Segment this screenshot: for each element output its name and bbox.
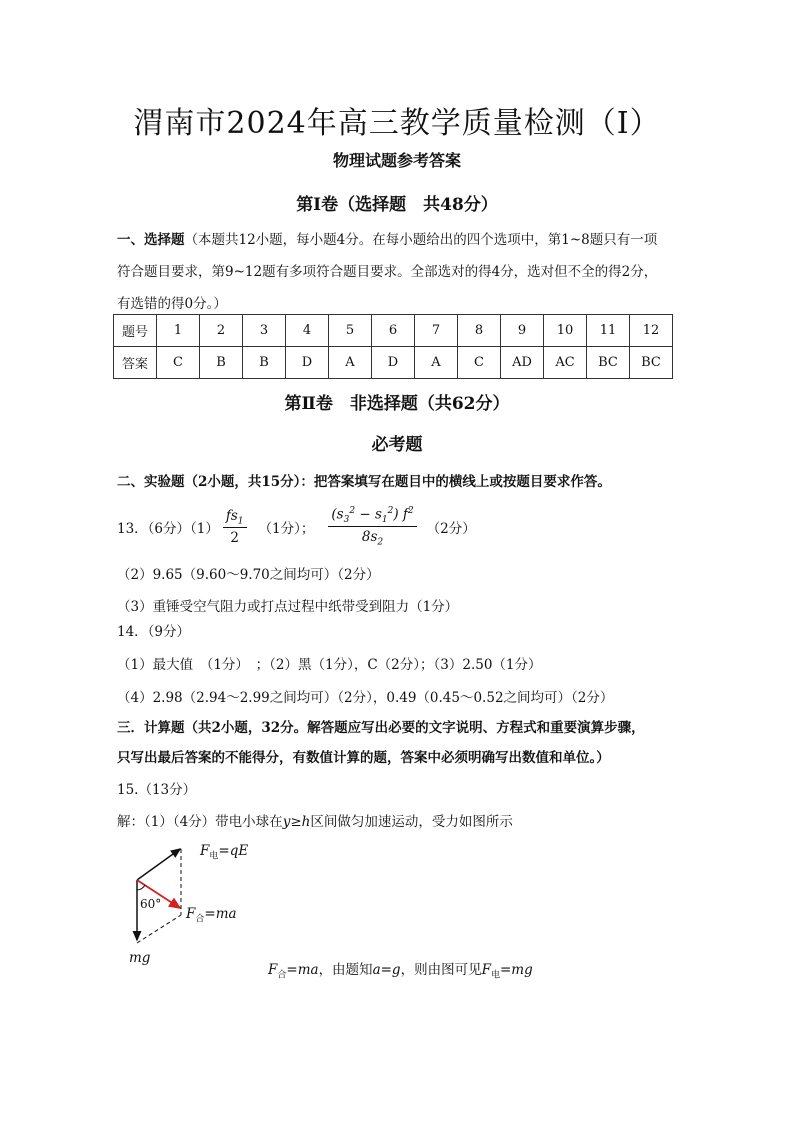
- q13-line2: （2）9.65（9.60～9.70之间均可）（2分）: [117, 567, 380, 583]
- table-row-numbers: [114, 315, 673, 347]
- q15-solution-variable: y≥h: [282, 814, 311, 830]
- q13-line1: [117, 506, 476, 548]
- table-cell: BC: [587, 347, 630, 379]
- required-heading: 必考题: [371, 435, 423, 455]
- section1-line2: 符合题目要求，第9~12题有多项符合题目要求。全部选对的得4分，选对但不全的得2分，: [117, 264, 658, 280]
- table-cell: D: [286, 347, 329, 379]
- label-gravity: mg: [129, 950, 151, 966]
- fraction-denominator: 2: [230, 530, 239, 547]
- table-cell: A: [329, 347, 372, 379]
- table-cell: C: [458, 347, 501, 379]
- table-cell: 7: [415, 315, 458, 347]
- table-cell: 3: [243, 315, 286, 347]
- q14-head: 14．（9分）: [117, 624, 191, 640]
- page-subtitle: 物理试题参考答案: [332, 151, 461, 170]
- fraction-numerator: $fs_1$: [223, 508, 247, 529]
- section1-text1: （本题共12小题，每小题4分。在每小题给出的四个选项中，第1~8题只有一项: [184, 232, 658, 248]
- table-header-cell: 答案: [114, 347, 157, 379]
- table-cell: 11: [587, 315, 630, 347]
- section1-line1: [117, 228, 657, 248]
- table-cell: 5: [329, 315, 372, 347]
- table-cell: 10: [544, 315, 587, 347]
- table-cell: B: [200, 347, 243, 379]
- label-net-force: $F_合=ma$: [186, 906, 237, 925]
- table-row-answers: [114, 347, 673, 379]
- answer-table: [113, 314, 673, 379]
- q15-conclusion: $F_合=ma$，由题知a=g，则由图可见$F_电=mg$: [268, 962, 533, 981]
- table-cell: BC: [630, 347, 673, 379]
- table-cell: A: [415, 347, 458, 379]
- q14-line2: （4）2.98（2.94～2.99之间均可）（2分），0.49（0.45～0.52之间均可）（2分）: [117, 690, 614, 706]
- label-angle: 60°: [140, 897, 162, 911]
- fraction-numerator: $(s_3^2 - s_1^2)$ $f^2$: [328, 506, 416, 527]
- q13-prefix: 13．（6分）（1）: [117, 520, 219, 537]
- table-cell: 6: [372, 315, 415, 347]
- q13-score1: （1分）；: [258, 520, 315, 537]
- q13-fraction-1: [223, 508, 247, 547]
- q15-solution-line: [117, 810, 513, 830]
- dashed-line-diagonal: [137, 915, 181, 943]
- angle-arc: [137, 885, 145, 890]
- electric-force-arrow: [137, 849, 180, 880]
- part1-heading: 第Ⅰ卷（选择题 共48分）: [296, 195, 498, 215]
- q14-line1: （1）最大值 （1分） ；（2）黑（1分），C（2分）；（3）2.50（1分）: [117, 657, 542, 673]
- section2-heading: 二、实验题（2小题，共15分）：把答案填写在题目中的横线上或按题目要求作答。: [117, 474, 611, 490]
- section1-heading: 一、选择题: [117, 232, 185, 248]
- table-cell: 2: [200, 315, 243, 347]
- table-cell: AD: [501, 347, 544, 379]
- section3-line1: 三．计算题（共2小题，32分。解答题应写出必要的文字说明、方程式和重要演算步骤，: [117, 720, 645, 736]
- q13-fraction-2: [328, 506, 416, 548]
- q15-solution-text: 解：（1）（4分）带电小球在: [117, 814, 283, 830]
- q13-line3: （3）重锤受空气阻力或打点过程中纸带受到阻力（1分）: [117, 599, 459, 615]
- table-cell: B: [243, 347, 286, 379]
- section3-line2: 只写出最后答案的不能得分，有数值计算的题，答案中必须明确写出数值和单位。）: [117, 750, 610, 766]
- table-cell: 8: [458, 315, 501, 347]
- page-title: 渭南市2024年高三教学质量检测（Ⅰ）: [133, 106, 661, 141]
- part2-heading: 第Ⅱ卷 非选择题（共62分）: [284, 394, 510, 414]
- table-cell: C: [157, 347, 200, 379]
- table-header-cell: 题号: [114, 315, 157, 347]
- table-cell: AC: [544, 347, 587, 379]
- table-cell: 4: [286, 315, 329, 347]
- fraction-denominator: $8s_2$: [361, 529, 384, 548]
- q13-score2: （2分）: [426, 520, 476, 537]
- section1-line3: 有选错的得0分。）: [117, 296, 227, 312]
- table-cell: 1: [157, 315, 200, 347]
- label-electric-force: $F_电=qE$: [200, 843, 249, 862]
- table-cell: 12: [630, 315, 673, 347]
- table-cell: D: [372, 347, 415, 379]
- q15-solution-text2: 区间做匀加速运动，受力如图所示: [310, 814, 513, 830]
- q15-head: 15.（13分）: [117, 782, 197, 798]
- table-cell: 9: [501, 315, 544, 347]
